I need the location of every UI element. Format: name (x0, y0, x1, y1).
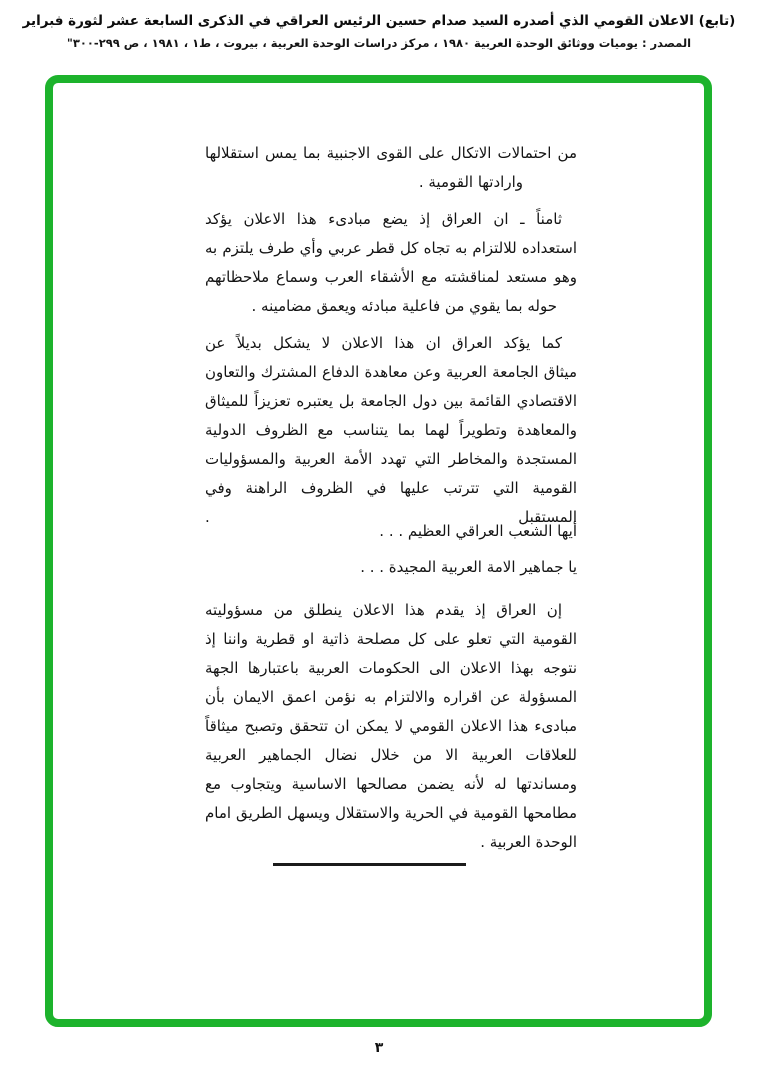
text-line: نتوجه بهذا الاعلان الى الحكومات العربية باعتبارها الجهة (205, 659, 577, 677)
text-line: من احتمالات الاتكال على القوى الاجنبية بما يمس استقلالها (205, 144, 577, 162)
text-line: مطامحها القومية في الحرية والاستقلال ويسهل الطريق امام (205, 804, 577, 822)
text-line: والمعاهدة وتطويراً لهما بما يتناسب مع الظروف الدولية (205, 421, 577, 439)
text-line: ميثاق الجامعة العربية وعن معاهدة الدفاع المشترك والتعاون (205, 363, 577, 381)
text-line: الاقتصادي القائمة بين دول الجامعة بل يعتبره تعزيزاً للميثاق (205, 392, 577, 410)
end-divider-rule (273, 863, 466, 866)
text-line: الوحدة العربية . (480, 833, 577, 851)
text-line: حوله بما يقوي من فاعلية مبادئه ويعمق مضامينه . (251, 297, 557, 315)
document-header (0, 13, 758, 50)
text-line: للعلاقات العربية الا من خلال نضال الجماهير العربية (205, 746, 577, 764)
header-source-line: المصدر : يوميات ووثائق الوحدة العربية ١٩٨٠ ، مركز دراسات الوحدة العربية ، بيروت ، ط١ ، ١٩٨١ ، ص ٢٩٩-٣٠٠" (66, 36, 692, 50)
text-line: وارادتها القومية . (418, 173, 523, 191)
header-title-line: (تابع) الاعلان القومي الذي أصدره السيد صدام حسين الرئيس العراقي في الذكرى السابعة عشر لثورة فبراير (22, 13, 736, 29)
text-line: ومساندتها له لأنه يضمن مصالحها الاساسية ويتجاوب مع (205, 775, 577, 793)
paragraph-thamenan (205, 205, 577, 321)
text-line: استعداده للالتزام به تجاه كل قطر عربي وأي طرف يلتزم به (205, 239, 577, 257)
body-text-column (205, 139, 577, 857)
text-line: القومية التي تترتب عليها في الظروف الراهنة وفي المستقبل . (205, 479, 577, 526)
paragraph-continuation (205, 139, 577, 197)
paragraph-inna-aliraq (205, 596, 577, 857)
text-line: يا جماهير الامة العربية المجيدة . . . (360, 558, 577, 576)
text-line: مبادىء هذا الاعلان القومي لا يمكن ان تتحقق وتصبح ميثاقاً (205, 717, 577, 735)
text-line: كما يؤكد العراق ان هذا الاعلان لا يشكل بديلاً عن (205, 334, 562, 352)
text-line: ثامناً ـ ان العراق إذ يضع مبادىء هذا الاعلان يؤكد (205, 210, 562, 228)
text-line: أيها الشعب العراقي العظيم . . . (379, 522, 577, 540)
text-line: إن العراق إذ يقدم هذا الاعلان ينطلق من مسؤوليته (205, 601, 562, 619)
text-line: القومية التي تعلو على كل مصلحة ذاتية او قطرية واننا إذ (205, 630, 577, 648)
text-line: المسؤولة عن اقراره والالتزام به نؤمن اعمق الايمان بأن (205, 688, 577, 706)
text-line: وهو مستعد لمناقشته مع الأشقاء العرب وسماع ملاحظاتهم (205, 268, 577, 286)
paragraph-kama-yuakkid (205, 329, 577, 526)
salutation-arab-masses (205, 553, 577, 582)
text-line: المستجدة والمخاطر التي تهدد الأمة العربية والمسؤوليات (205, 450, 577, 468)
page-number: ٣ (374, 1040, 384, 1056)
